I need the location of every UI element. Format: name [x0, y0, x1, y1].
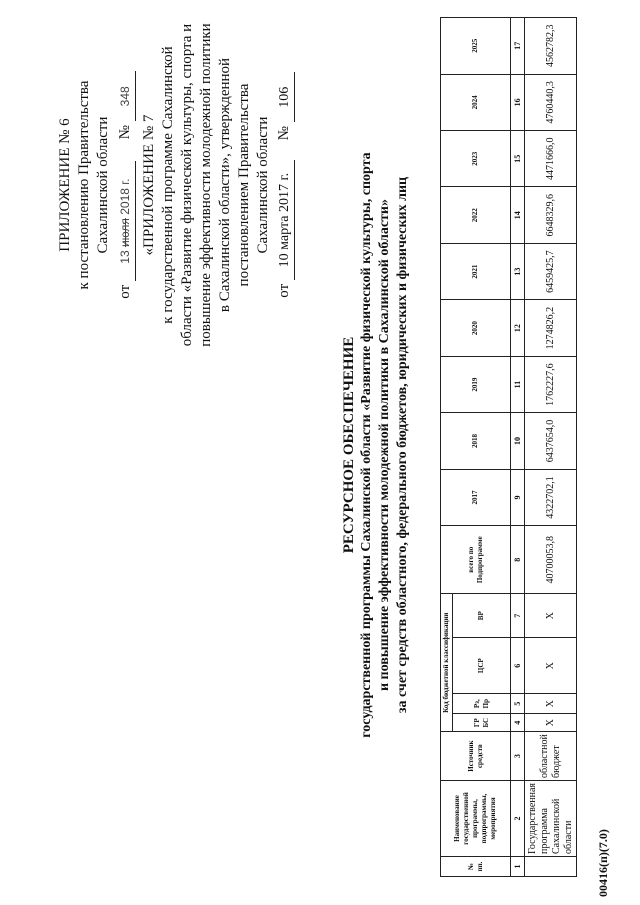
table-row: [525, 18, 577, 877]
appendix-7-number: 106: [275, 72, 295, 122]
row-value-2021: 6459425,7: [525, 243, 577, 299]
row-value-2018: 6437654,0: [525, 413, 577, 469]
header-year-2019: 2019: [441, 356, 511, 412]
header-num: № пп.: [441, 857, 511, 877]
header-year-2018: 2018: [441, 413, 511, 469]
table-column-numbers: [511, 18, 525, 877]
col-number: 7: [511, 594, 525, 638]
col-number: 15: [511, 131, 525, 187]
appendix-6-line2: Сахалинской области: [95, 116, 111, 254]
header-kbk: Код бюджетной классификации: [441, 594, 453, 732]
appendix-6-title: ПРИЛОЖЕНИЕ № 6: [57, 118, 73, 252]
row-num: [525, 857, 577, 877]
col-number: 5: [511, 694, 525, 714]
header-year-2017: 2017: [441, 469, 511, 525]
document-code: 00416(п)(7.0): [596, 829, 610, 897]
header-csr: ЦСР: [453, 638, 511, 694]
col-number: 3: [511, 732, 525, 781]
appendix-6-date: 13 июля 2018 г.: [116, 161, 136, 281]
heading-line-1: и повышение эффективности молодежной политики в Сахалинской области»: [377, 199, 392, 692]
appendix-6-number: 348: [116, 71, 136, 121]
header-year-2021: 2021: [441, 243, 511, 299]
header-year-2023: 2023: [441, 131, 511, 187]
heading-line-0: государственной программы Сахалинской области «Развитие физической культуры, спорта: [359, 152, 374, 738]
appendix-6-from: от: [117, 284, 133, 299]
resource-table: [440, 17, 577, 877]
appendix-7-line-0: к государственной программе Сахалинской: [160, 46, 176, 324]
header-year-2020: 2020: [441, 300, 511, 356]
appendix-7-number-sign: №: [276, 126, 292, 141]
row-total: 40700053,8: [525, 526, 577, 594]
col-number: 14: [511, 187, 525, 243]
col-number: 12: [511, 300, 525, 356]
col-number: 9: [511, 469, 525, 525]
appendix-7-line-2: повышение эффективности молодежной политики: [198, 23, 214, 347]
header-year-2025: 2025: [441, 18, 511, 75]
table-header-row-1: [441, 18, 453, 877]
heading-line-2: за счет средств областного, федерального бюджетов, юридических и физических лиц: [395, 176, 410, 714]
appendix-7-line-1: области «Развитие физической культуры, спорта и: [179, 23, 195, 347]
appendix-7-date-line: [275, 10, 295, 360]
row-value-2025: 4562782,3: [525, 18, 577, 75]
row-csr: Х: [525, 638, 577, 694]
appendix-7-line-4: постановлением Правительства: [236, 83, 252, 287]
struck-month: июля: [118, 218, 132, 248]
row-value-2024: 4760440,3: [525, 74, 577, 130]
header-year-2022: 2022: [441, 187, 511, 243]
row-name: Государственная программа Сахалинской области: [525, 780, 577, 856]
col-number: 2: [511, 780, 525, 856]
col-number: 11: [511, 356, 525, 412]
row-source: областной бюджет: [525, 732, 577, 781]
col-number: 4: [511, 714, 525, 732]
row-rzpr: Х: [525, 694, 577, 714]
row-value-2017: 4322702,1: [525, 469, 577, 525]
row-vr: Х: [525, 594, 577, 638]
heading-title: РЕСУРСНОЕ ОБЕСПЕЧЕНИЕ: [341, 336, 357, 554]
col-number: 6: [511, 638, 525, 694]
col-number: 17: [511, 18, 525, 75]
appendix-7-line-3: в Сахалинской области», утвержденной: [217, 57, 233, 313]
col-number: 10: [511, 413, 525, 469]
row-grbs: Х: [525, 714, 577, 732]
col-number: 8: [511, 526, 525, 594]
header-name: Наименование государственной программы, подпрограммы, мероприятия: [441, 780, 511, 856]
col-number: 1: [511, 857, 525, 877]
row-value-2020: 1274826,2: [525, 300, 577, 356]
appendix-6-line1: к постановлению Правительства: [76, 80, 92, 290]
row-value-2019: 1762227,6: [525, 356, 577, 412]
row-value-2022: 6648329,6: [525, 187, 577, 243]
document-heading: [340, 45, 412, 845]
row-value-2023: 4471666,0: [525, 131, 577, 187]
appendix-6-block: [56, 15, 136, 355]
appendix-7-from: от: [276, 283, 292, 298]
header-grbs: ГР БС: [453, 714, 511, 732]
appendix-7-title: «ПРИЛОЖЕНИЕ № 7: [141, 114, 157, 256]
appendix-6-number-sign: №: [117, 125, 133, 140]
header-vr: ВР: [453, 594, 511, 638]
appendix-7-block: [140, 10, 295, 360]
header-rzpr: Рз, Пр: [453, 694, 511, 714]
col-number: 16: [511, 74, 525, 130]
appendix-7-date: 10 марта 2017 г.: [275, 160, 295, 280]
appendix-7-line-5: Сахалинской области: [255, 116, 271, 254]
header-year-2024: 2024: [441, 74, 511, 130]
appendix-6-date-line: [116, 15, 136, 355]
header-total: всего по Подпрограмме: [441, 526, 511, 594]
header-source: Источник средств: [441, 732, 511, 781]
col-number: 13: [511, 243, 525, 299]
